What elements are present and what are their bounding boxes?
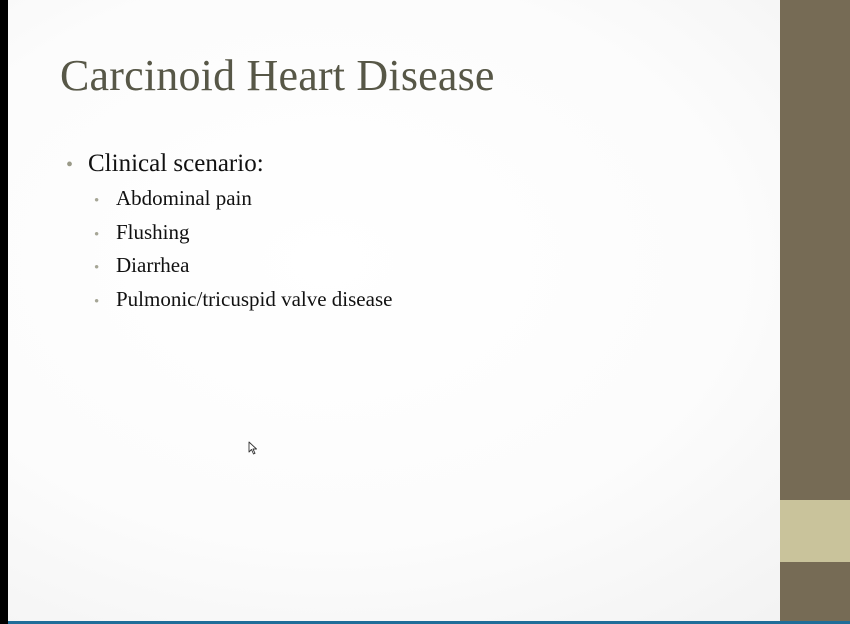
sub-bullet-text: Abdominal pain [116, 186, 252, 210]
sub-bullet-text: Pulmonic/tricuspid valve disease [116, 286, 393, 311]
sub-bullet-item [94, 253, 392, 287]
bullet-dot-icon: • [66, 154, 74, 176]
sub-bullet-item [94, 186, 392, 220]
sub-bullet-text: Diarrhea [116, 253, 190, 277]
slide-title: Carcinoid Heart Disease [60, 51, 495, 100]
bullet-dot-icon: • [94, 293, 100, 310]
bullet-item-main [66, 150, 392, 186]
slide[interactable] [8, 0, 850, 621]
sub-bullet-item [94, 220, 392, 254]
slide-content [66, 150, 392, 320]
bullet-dot-icon: • [94, 193, 100, 209]
bullet-text: Clinical scenario: [88, 150, 264, 177]
bullet-dot-icon: • [94, 260, 100, 276]
sidebar-accent-block [780, 500, 850, 562]
sub-bullet-list [66, 186, 392, 320]
mouse-pointer-icon [248, 441, 258, 455]
sub-bullet-text: Flushing [116, 219, 190, 244]
sub-bullet-item [94, 287, 392, 321]
bullet-dot-icon: • [94, 226, 100, 243]
